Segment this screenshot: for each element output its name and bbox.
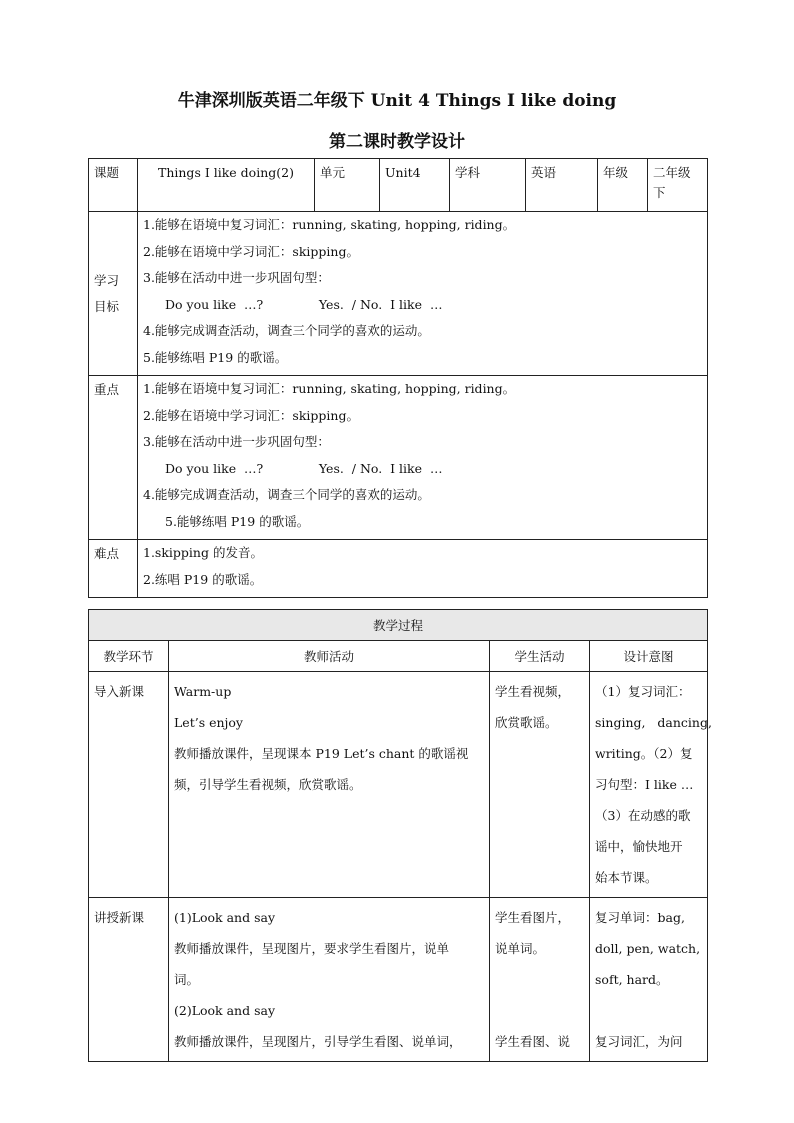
intent-line: （1）复习词汇： <box>595 684 691 699</box>
stage-name: 导入新课 <box>94 684 145 699</box>
difficulty-line: 1.skipping 的发音。 <box>143 545 263 560</box>
key-point-line: Do you like …? Yes. / No. I like … <box>165 460 443 476</box>
table-row <box>89 672 708 898</box>
stage-cell <box>89 898 169 1062</box>
intent-line <box>595 995 702 1026</box>
key-point-line: 1.能够在语境中复习词汇：running, skating, hopping, riding。 <box>143 381 516 396</box>
design-intent-cell <box>590 898 708 1062</box>
intent-line: 习句型：I like … <box>595 777 694 792</box>
teacher-line: (1)Look and say <box>174 910 276 925</box>
student-line <box>495 964 584 995</box>
student-line: 说单词。 <box>495 941 546 956</box>
lesson-info-table <box>88 158 708 598</box>
column-header-intent: 设计意图 <box>590 641 708 672</box>
teacher-line: Warm-up <box>174 684 232 699</box>
design-intent-cell <box>590 672 712 898</box>
unit-value: Unit4 <box>380 159 450 212</box>
difficulty-line: 2.练唱 P19 的歌谣。 <box>143 571 263 587</box>
topic-label: 课题 <box>89 159 138 212</box>
intent-line: 复习单词：bag, <box>595 910 685 925</box>
student-activity-cell <box>490 672 590 898</box>
student-line: 学生看视频， <box>495 684 571 699</box>
student-line: 学生看图、说 <box>495 1034 571 1049</box>
intent-line: singing, dancing, <box>595 715 712 730</box>
intent-line: doll, pen, watch, <box>595 941 701 956</box>
teacher-line: 频，引导学生看视频，欣赏歌谣。 <box>174 777 362 792</box>
student-line <box>495 995 584 1026</box>
objectives-cell <box>138 212 708 376</box>
intent-line: 始本节课。 <box>595 870 658 885</box>
objectives-label <box>89 212 138 376</box>
intent-line: writing。（2）复 <box>595 746 693 761</box>
teacher-line: 词。 <box>174 972 200 987</box>
difficulties-label: 难点 <box>89 540 138 598</box>
grade-label: 年级 <box>598 159 648 212</box>
stage-name: 讲授新课 <box>94 910 145 925</box>
unit-label: 单元 <box>315 159 380 212</box>
teaching-process-table <box>88 609 712 1062</box>
objective-line: 3.能够在活动中进一步巩固句型： <box>143 270 330 285</box>
key-point-line: 5.能够练唱 P19 的歌谣。 <box>165 513 310 529</box>
difficulties-cell <box>138 540 708 598</box>
column-header-teacher: 教师活动 <box>169 641 490 672</box>
objective-line: 5.能够练唱 P19 的歌谣。 <box>143 349 288 365</box>
teacher-line: 教师播放课件，呈现课本 P19 Let’s chant 的歌谣视 <box>174 746 469 761</box>
document-subtitle: 第二课时教学设计 <box>329 132 465 152</box>
intent-line: 复习词汇，为问 <box>595 1034 683 1049</box>
key-point-line: 4.能够完成调查活动，调查三个同学的喜欢的运动。 <box>143 487 430 502</box>
student-activity-cell <box>490 898 590 1062</box>
objectives-label-text: 学习目标 <box>94 272 120 314</box>
table-row <box>89 898 708 1062</box>
subject-label: 学科 <box>450 159 526 212</box>
teacher-line: (2)Look and say <box>174 1003 276 1018</box>
grade-value: 二年级下 <box>648 159 708 212</box>
objective-line: Do you like …? Yes. / No. I like … <box>165 296 443 312</box>
objective-line: 2.能够在语境中学习词汇：skipping。 <box>143 243 359 259</box>
column-header-stage: 教学环节 <box>89 641 169 672</box>
student-line: 欣赏歌谣。 <box>495 715 558 730</box>
teacher-line: 教师播放课件，呈现图片，引导学生看图、说单词， <box>174 1034 462 1049</box>
key-points-cell <box>138 376 708 540</box>
intent-line: 谣中，愉快地开 <box>595 839 683 854</box>
document-title: 牛津深圳版英语二年级下 Unit 4 Things I like doing <box>177 91 617 111</box>
key-point-line: 3.能够在活动中进一步巩固句型： <box>143 434 330 449</box>
subject-value: 英语 <box>526 159 598 212</box>
teacher-activity-cell <box>169 672 490 898</box>
teacher-activity-cell <box>169 898 490 1062</box>
student-line: 学生看图片， <box>495 910 571 925</box>
objective-line: 1.能够在语境中复习词汇：running, skating, hopping, riding。 <box>143 217 516 232</box>
key-point-line: 2.能够在语境中学习词汇：skipping。 <box>143 407 359 423</box>
teacher-line: 教师播放课件，呈现图片，要求学生看图片，说单 <box>174 941 450 956</box>
intent-line: soft, hard。 <box>595 972 669 987</box>
topic-value: Things I like doing(2) <box>138 159 315 212</box>
objective-line: 4.能够完成调查活动，调查三个同学的喜欢的运动。 <box>143 323 430 338</box>
key-points-label: 重点 <box>89 376 138 540</box>
stage-cell <box>89 672 169 898</box>
intent-line: （3）在动感的歌 <box>595 808 691 823</box>
column-header-student: 学生活动 <box>490 641 590 672</box>
process-title: 教学过程 <box>89 610 708 641</box>
teacher-line: Let’s enjoy <box>174 715 243 730</box>
